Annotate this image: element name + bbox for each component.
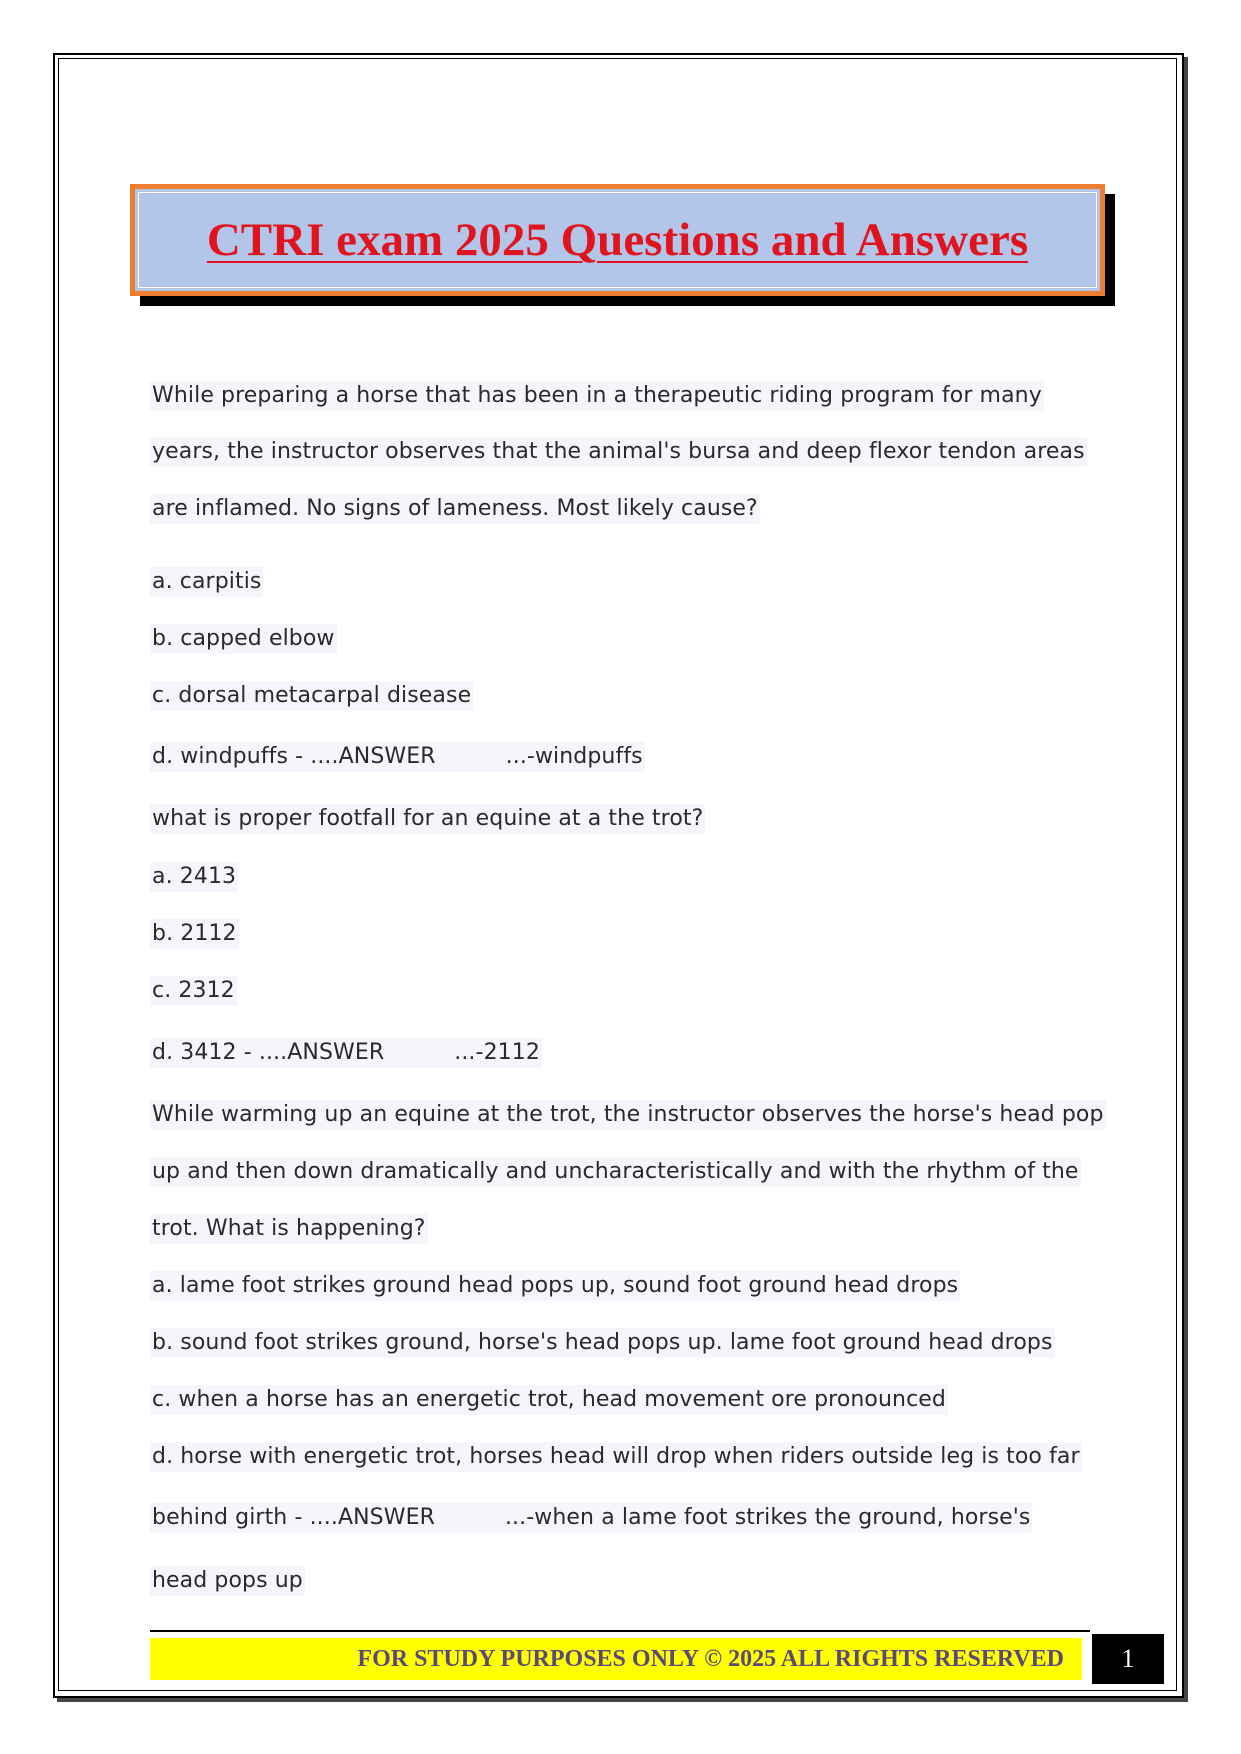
q3-option-d-label: behind girth - ....ANSWER [152,1505,435,1530]
q1-option-b: b. capped elbow [150,624,337,654]
q3-line-2: up and then down dramatically and uncharacteristically and with the rhythm of the [150,1157,1081,1187]
q3-answer-cont: head pops up [150,1566,305,1596]
title-box [130,184,1105,296]
q2-option-d-label: d. 3412 - ....ANSWER [152,1040,385,1065]
q3-option-d-cont [150,1503,1032,1533]
page-title: CTRI exam 2025 Questions and Answers [206,214,1029,266]
q1-line-1: While preparing a horse that has been in a therapeutic riding program for many [150,381,1044,411]
q2-option-a: a. 2413 [150,862,238,892]
q2-answer: ...-2112 [454,1040,540,1065]
q1-line-2: years, the instructor observes that the animal's bursa and deep flexor tendon areas [150,437,1087,467]
q3-answer: ...-when a lame foot strikes the ground, horse's [504,1505,1031,1530]
footer-rule [150,1630,1090,1632]
q3-line-3: trot. What is happening? [150,1214,428,1244]
q3-option-d: d. horse with energetic trot, horses head will drop when riders outside leg is too far [150,1442,1082,1472]
q1-option-a: a. carpitis [150,567,263,597]
q3-line-1: While warming up an equine at the trot, the instructor observes the horse's head pop [150,1100,1106,1130]
q1-line-3: are inflamed. No signs of lameness. Most likely cause? [150,494,760,524]
page-number: 1 [1092,1634,1164,1684]
footer-band [150,1638,1082,1680]
q1-option-d-label: d. windpuffs - ....ANSWER [152,744,436,769]
q2-option-d [150,1038,542,1068]
footer-text: FOR STUDY PURPOSES ONLY © 2025 ALL RIGHTS RESERVED [357,1645,1064,1672]
q3-option-a: a. lame foot strikes ground head pops up, sound foot ground head drops [150,1271,960,1301]
q3-option-c: c. when a horse has an energetic trot, head movement ore pronounced [150,1385,948,1415]
q2-option-b: b. 2112 [150,919,239,949]
q2-option-c: c. 2312 [150,976,237,1006]
q1-option-d [150,742,645,772]
q1-answer: ...-windpuffs [505,744,643,769]
q1-option-c: c. dorsal metacarpal disease [150,681,473,711]
q3-option-b: b. sound foot strikes ground, horse's head pops up. lame foot ground head drops [150,1328,1055,1358]
q2-line-1: what is proper footfall for an equine at a the trot? [150,804,705,834]
